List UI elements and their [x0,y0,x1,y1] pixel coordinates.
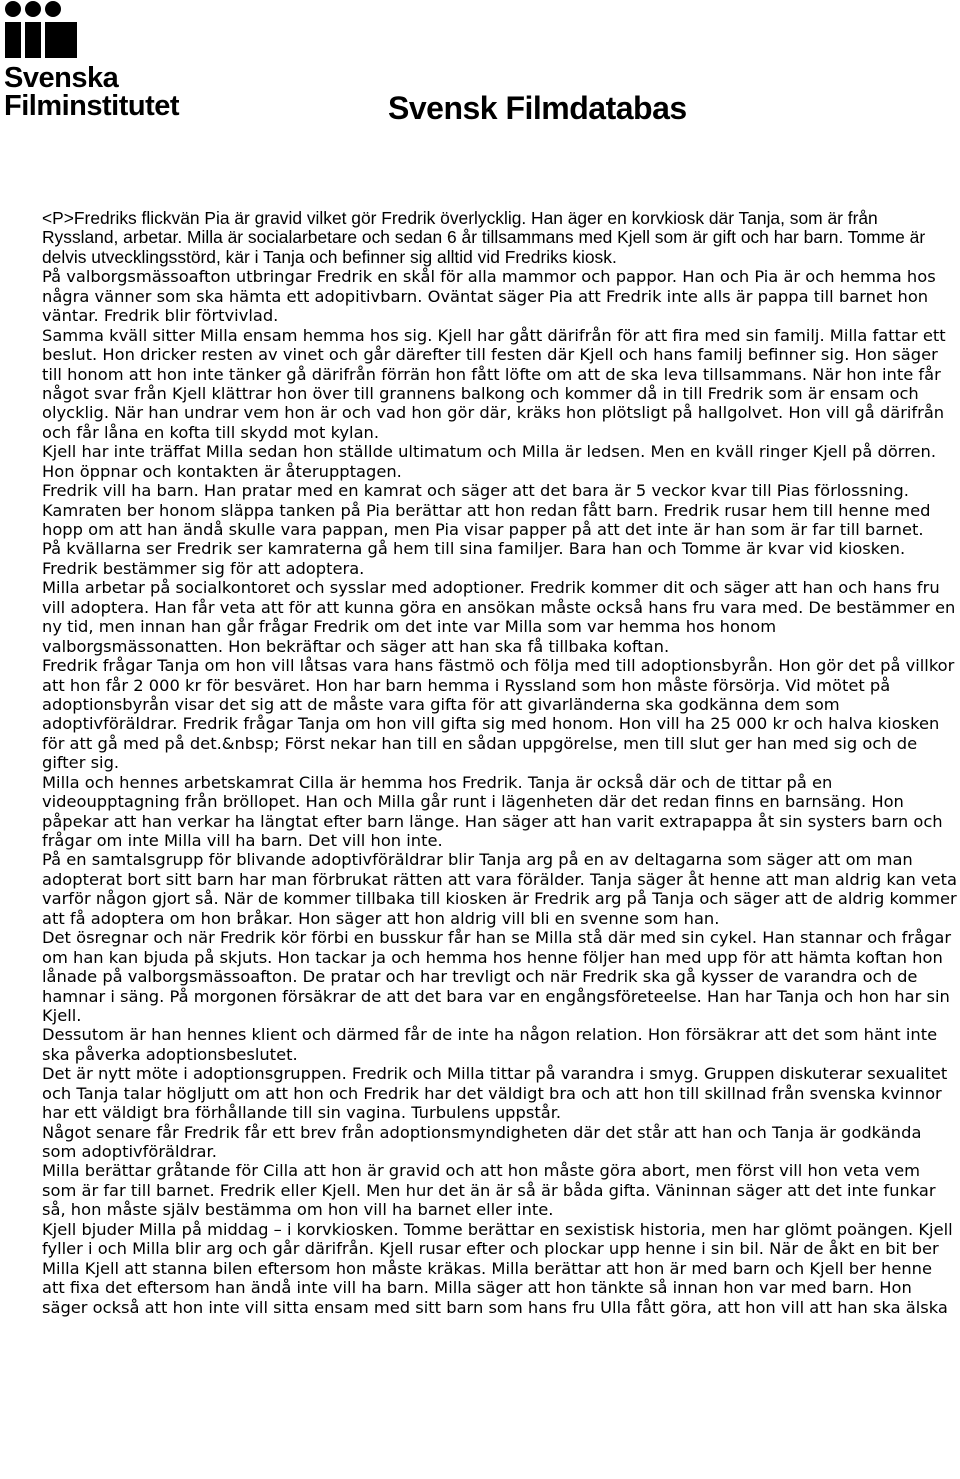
synopsis-paragraph: Något senare får Fredrik får ett brev från adoptionsmyndigheten där det står att han och Tanja är godkända som adoptivföräldrar. [42,1122,922,1161]
site-title: Svensk Filmdatabas [388,90,687,126]
synopsis-paragraph: Milla arbetar på socialkontoret och sysslar med adoptioner. Fredrik kommer dit och säger att han och hans fru vill adoptera. Han får veta att för att kunna göra en ansökan måste också hans fru vara med. De bestämmer en ny tid, men innan han går frågar Fredrik om det inte var Milla som var hemma hos honom valborgsmässonatten. Hon bekräftar och säger att han ska få tillbaka koftan. [42,578,956,656]
synopsis-paragraph: Kjell har inte träffat Milla sedan hon ställde ultimatum och Milla är ledsen. Men en kväll ringer Kjell på dörren. Hon öppnar och kontakten är återupptagen. [42,442,937,481]
synopsis-paragraph: Fredrik vill ha barn. Han pratar med en kamrat och säger att det bara är 5 veckor kvar till Pias förlossning. Kamraten ber honom släppa tanken på Pia berättar att hon redan fått barn. Fredrik rusar hem till henne med hopp om att han ändå skulle vara pappan, men Pia visar papper på att det inte är han som är far till barnet. [42,481,931,539]
logo-mark-icon [2,0,82,62]
logo-wordmark-line1: Svenska [4,62,119,94]
synopsis-body [42,209,958,1317]
synopsis-paragraph: Det är nytt möte i adoptionsgruppen. Fredrik och Milla tittar på varandra i smyg. Gruppen diskuterar sexualitet och Tanja talar högljutt om att hon och Fredrik har det väldigt bra och att hon till skillnad från svenska kvinnor har ett väldigt bra förhållande till sin vagina. Turbulens uppstår. [42,1064,948,1123]
synopsis-paragraph: <P>Fredriks flickvän Pia är gravid vilket gör Fredrik överlycklig. Han äger en korvkiosk där Tanja, som är från Ryssland, arbetar. Milla är socialarbetare och sedan 6 år tillsammans med Kjell som är gift och har barn. Tomme är delvis utvecklingsstörd, kär i Tanja och befinner sig alltid vid Fredriks kiosk. [42,208,926,267]
synopsis-paragraph: Kjell bjuder Milla på middag – i korvkiosken. Tomme berättar en sexistisk historia, men har glömt poängen. Kjell fyller i och Milla blir arg och går därifrån. Kjell rusar efter och plockar upp henne i sin bil. När de åkt en bit ber Milla Kjell att stanna bilen eftersom hon måste kräkas. Milla berättar att hon är med barn och Kjell ber henne att fixa det eftersom han ändå inte vill ha barn. Milla säger att hon tänkte så innan hon var med barn. Hon säger också att hon inte vill sitta ensam med sitt barn som hans fru Ulla fått göra, att hon vill att han ska älska [42,1219,953,1317]
svenska-filminstitutet-logo [2,0,202,125]
synopsis-paragraph: Fredrik frågar Tanja om hon vill låtsas vara hans fästmö och följa med till adoptionsbyrån. Hon gör det på villkor att hon får 2 000 kr för besväret. Hon har barn hemma i Ryssland som hon måste försörja. Vid mötet på adoptionsbyrån visar det sig att de måste vara gifta för att givarländerna ska godkänna dem som adoptivföräldrar. Fredrik frågar Tanja om hon vill gifta sig med honom. Hon vill ha 25 000 kr och halva kiosken för att gå med på det.&nbsp; Först nekar han till en sådan uppgörelse, men till slut ger han med sig och de gifter sig. [42,656,955,773]
synopsis-paragraph: På en samtalsgrupp för blivande adoptivföräldrar blir Tanja arg på en av deltagarna som säger att om man adopterat bort sitt barn har man förbrukat rätten att vara förälder. Tanja säger åt henne att man aldrig kan veta varför någon gjort så. När de kommer tillbaka till kiosken är Fredrik arg på Tanja och säger att de aldrig kommer att få adoptera om hon bråkar. Hon säger att hon aldrig vill bli en svenne som han. [42,850,958,928]
synopsis-paragraph: Milla berättar gråtande för Cilla att hon är gravid och att hon måste göra abort, men först vill hon veta vem som är far till barnet. Fredrik eller Kjell. Men hur det än är så är båda gifta. Väninnan säger att det inte funkar så, hon måste själv bestämma om hon vill ha barnet eller inte. [42,1161,936,1220]
logo-wordmark-line2: Filminstitutet [4,90,180,122]
synopsis-paragraph: Det ösregnar och när Fredrik kör förbi en busskur får han se Milla stå där med sin cykel. Han stannar och frågar om han kan bjuda på skjuts. Hon tackar ja och hemma hos henne följer han med upp för att hämta koftan hon lånade på valborgsmässoafton. De pratar och har trevligt och när Fredrik ska gå kysser de varandra och de hamnar i säng. På morgonen försäkrar de att det bara var en engångsföreteelse. Han har Tanja och hon har sin Kjell. [42,928,952,1025]
synopsis-paragraph: På kvällarna ser Fredrik ser kamraterna gå hem till sina familjer. Bara han och Tomme är kvar vid kiosken. Fredrik bestämmer sig för att adoptera. [42,539,906,578]
synopsis-paragraph: Samma kväll sitter Milla ensam hemma hos sig. Kjell har gått därifrån för att fira med sin familj. Milla fattar ett beslut. Hon dricker resten av vinet och går därefter till festen där Kjell och hans familj befinner sig. Hon säger till honom att hon inte tänker gå därifrån förrän hon fått löfte om att de ska leva tillsammans. När hon inte får något svar från Kjell klättrar hon över till grannens balkong och kommer då in till Fredrik som är ensam och olycklig. När han undrar vem hon är och vad hon gör där, kräks hon plötsligt på hallgolvet. Hon vill gå därifrån och får låna en kofta till skydd mot kylan. [42,325,946,442]
synopsis-paragraph: Dessutom är han hennes klient och därmed får de inte ha någon relation. Hon försäkrar att det som hänt inte ska påverka adoptionsbeslutet. [42,1025,938,1064]
synopsis-paragraph: På valborgsmässoafton utbringar Fredrik en skål för alla mammor och pappor. Han och Pia är och hemma hos några vänner som ska hämta ett adopitivbarn. Oväntat säger Pia att Fredrik inte alls är pappa till barnet hon väntar. Fredrik blir förtvivlad. [42,267,936,326]
synopsis-paragraph: Milla och hennes arbetskamrat Cilla är hemma hos Fredrik. Tanja är också där och de tittar på en videoupptagning från bröllopet. Han och Milla går runt i lägenheten där det redan finns en barnsäng. Hon påpekar att han verkar ha längtat efter barn länge. Han säger att han varit extrapappa åt sin systers barn och frågar om inte Milla vill ha barn. Det vill hon inte. [42,772,943,850]
